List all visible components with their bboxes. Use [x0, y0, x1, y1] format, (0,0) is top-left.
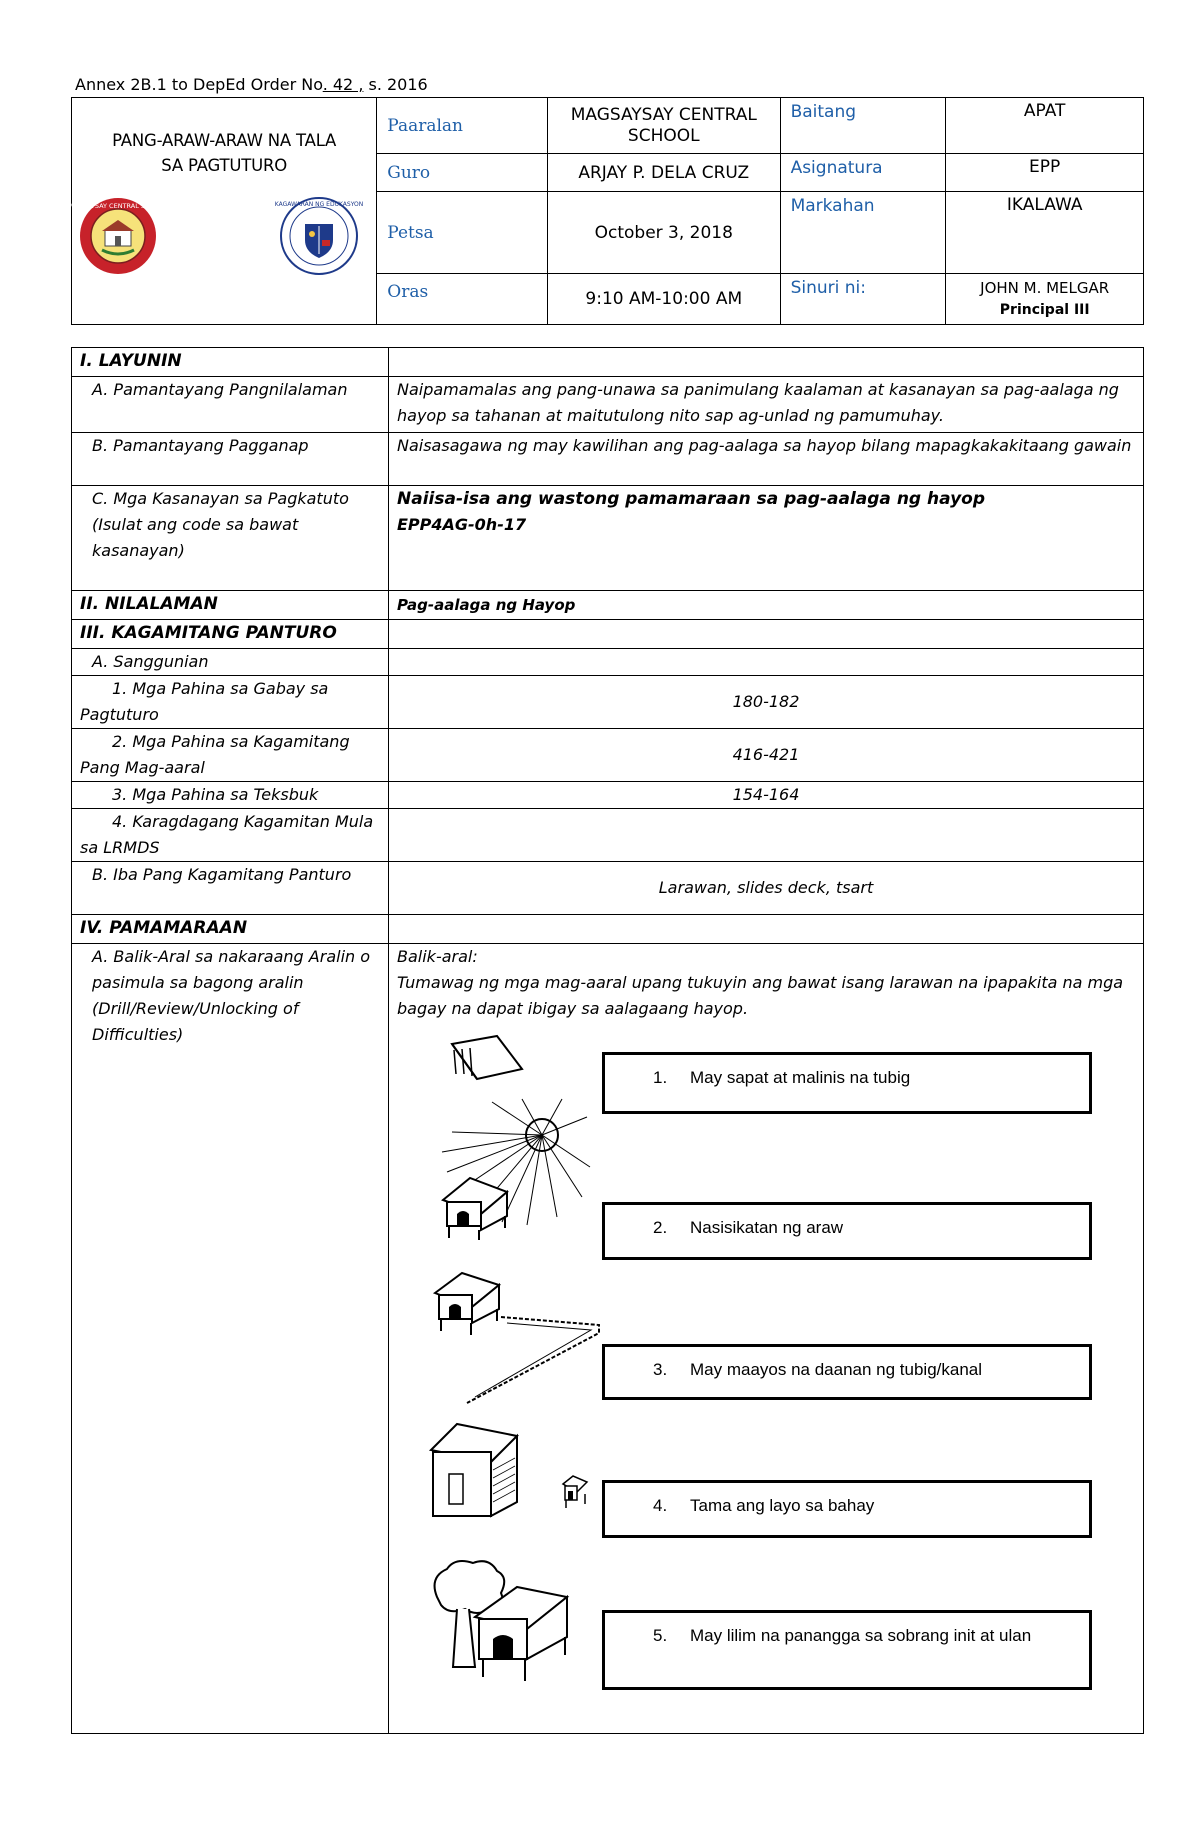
svg-text:KAGAWARAN NG EDUKASYON: KAGAWARAN NG EDUKASYON	[274, 201, 364, 208]
kennel-icon	[435, 1172, 515, 1242]
oras-label: Oras	[377, 274, 548, 325]
review-item-2: 2. Nasisikatan ng araw	[602, 1202, 1092, 1260]
iba-pang-kagamitan-label: B. Iba Pang Kagamitang Panturo	[72, 862, 389, 915]
annex-order-number: . 42 ,	[322, 75, 364, 94]
pamantayang-pagganap-value: Naisasagawa ng may kawilihan ang pag-aalaga sa hayop bilang mapagkakakitaang gawain	[389, 433, 1144, 486]
petsa-value: October 3, 2018	[547, 192, 780, 274]
kennel-with-canal-icon	[427, 1267, 607, 1407]
document-title: PANG-ARAW-ARAW NA TALA SA PAGTUTURO	[112, 131, 337, 175]
markahan-value: IKALAWA	[946, 192, 1144, 274]
balik-aral-instruction: Tumawag ng mga mag-aaral upang tukuyin ang bawat isang larawan na ipapakita na mga bagay na dapat ibigay sa aalagaang hayop.	[397, 973, 1124, 1018]
paaralan-label: Paaralan	[377, 98, 548, 154]
review-item-4: 4. Tama ang layo sa bahay	[602, 1480, 1092, 1538]
pamantayang-pangnilalaman-value: Naipamamalas ang pang-unawa sa panimulang kaalaman at kasanayan sa pag-aalaga ng hayop sa tahanan at maitutulong nito sap ag-unlad ng pamumuhay.	[389, 377, 1144, 433]
lrmds-label: 4. Karagdagang Kagamitan Mula sa LRMDS	[72, 809, 389, 862]
review-item-3: 3. May maayos na daanan ng tubig/kanal	[602, 1344, 1092, 1400]
pamantayang-pagganap-label: B. Pamantayang Pagganap	[72, 433, 389, 486]
guro-label: Guro	[377, 154, 548, 192]
logos	[67, 178, 375, 298]
asignatura-value: EPP	[946, 154, 1144, 192]
school-seal-logo	[67, 196, 169, 276]
guro-value: ARJAY P. DELA CRUZ	[547, 154, 780, 192]
gabay-pages: 180-182	[389, 676, 1144, 729]
kasanayan-label: C. Mga Kasanayan sa Pagkatuto (Isulat ang code sa bawat kasanayan)	[72, 486, 389, 591]
markahan-label: Markahan	[780, 192, 946, 274]
sanggunian-label: A. Sanggunian	[72, 649, 389, 676]
lesson-plan-table	[71, 347, 1144, 1734]
annex-prefix: Annex 2B.1 to DepEd Order No	[75, 75, 323, 94]
shed-roof-icon	[442, 1034, 532, 1094]
balik-aral-title: Balik-aral:	[397, 947, 478, 966]
title-cell	[67, 98, 377, 325]
sinuri-label: Sinuri ni:	[780, 274, 946, 325]
petsa-label: Petsa	[377, 192, 548, 274]
kasanayan-text: Naiisa-isa ang wastong pamamaraan sa pag-aalaga ng hayop	[397, 489, 985, 509]
kagamitang-pang-mag-aaral-pages: 416-421	[389, 729, 1144, 782]
iba-pang-kagamitan-value: Larawan, slides deck, tsart	[389, 862, 1144, 915]
annex-year: s. 2016	[363, 75, 428, 94]
lrmds-value	[389, 809, 1144, 862]
svg-text:MAGSAYSAY CENTRAL SCHOOL: MAGSAYSAY CENTRAL SCHOOL	[67, 202, 169, 210]
baitang-value: APAT	[946, 98, 1144, 154]
layunin-heading: I. LAYUNIN	[72, 348, 389, 377]
asignatura-label: Asignatura	[780, 154, 946, 192]
review-illustrations	[397, 1022, 1135, 1672]
teksbuk-label: 3. Mga Pahina sa Teksbuk	[72, 782, 389, 809]
teksbuk-pages: 154-164	[389, 782, 1144, 809]
kasanayan-value	[389, 486, 1144, 591]
deped-seal-logo	[274, 196, 364, 276]
principal-title: Principal III	[999, 302, 1090, 318]
sinuri-value	[946, 274, 1144, 325]
kasanayan-code: EPP4AG-0h-17	[397, 515, 527, 534]
kagamitang-pang-mag-aaral-label: 2. Mga Pahina sa Kagamitang Pang Mag-aaral	[72, 729, 389, 782]
baitang-label: Baitang	[780, 98, 946, 154]
nilalaman-heading: II. NILALAMAN	[72, 591, 389, 620]
pamantayang-pangnilalaman-label: A. Pamantayang Pangnilalaman	[72, 377, 389, 433]
paaralan-value: MAGSAYSAY CENTRAL SCHOOL	[547, 98, 780, 154]
annex-note	[75, 75, 428, 94]
balik-aral-content	[389, 944, 1144, 1734]
oras-value: 9:10 AM-10:00 AM	[547, 274, 780, 325]
balik-aral-label: A. Balik-Aral sa nakaraang Aralin o pasimula sa bagong aralin (Drill/Review/Unlocking of Difficulties)	[72, 944, 389, 1734]
principal-name: JOHN M. MELGAR	[980, 279, 1110, 297]
gabay-label: 1. Mga Pahina sa Gabay sa Pagtuturo	[72, 676, 389, 729]
tree-and-kennel-icon	[427, 1557, 607, 1697]
kagamitan-heading: III. KAGAMITANG PANTURO	[72, 620, 389, 649]
review-item-5: 5. May lilim na panangga sa sobrang init at ulan	[602, 1610, 1092, 1690]
pamamaraan-heading: IV. PAMAMARAAN	[72, 915, 389, 944]
review-item-1: 1. May sapat at malinis na tubig	[602, 1052, 1092, 1114]
nilalaman-value: Pag-aalaga ng Hayop	[389, 591, 1144, 620]
house-and-kennel-icon	[427, 1422, 607, 1542]
header-table	[67, 97, 1144, 325]
